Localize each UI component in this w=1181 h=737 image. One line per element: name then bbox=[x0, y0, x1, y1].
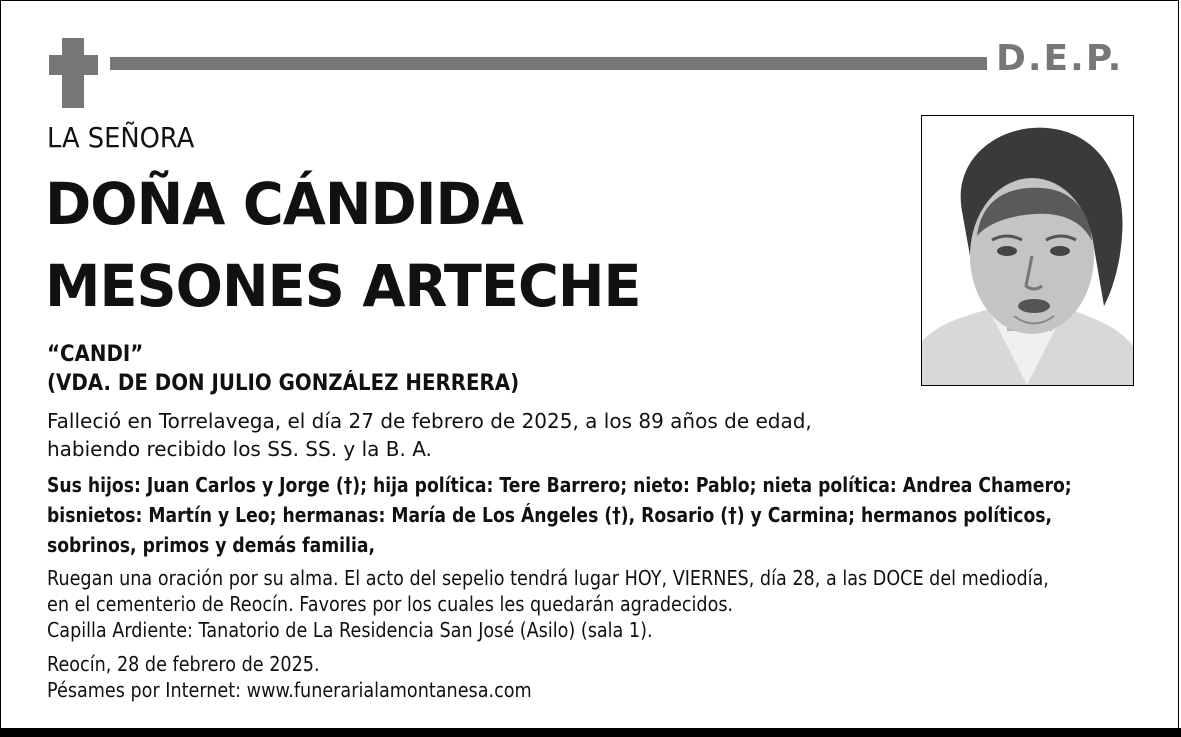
death-line-1: Falleció en Torrelavega, el día 27 de febrero de 2025, a los 89 años de edad, bbox=[47, 409, 812, 433]
deceased-name-line-1: DOÑA CÁNDIDA bbox=[45, 170, 523, 238]
deceased-portrait-photo bbox=[921, 115, 1134, 386]
deceased-title: LA SEÑORA bbox=[47, 121, 195, 154]
deceased-widow-of: (VDA. DE DON JULIO GONZÁLEZ HERRERA) bbox=[47, 371, 520, 396]
family-line-2: bisnietos: Martín y Leo; hermanas: María de Los Ángeles (†), Rosario (†) y Carmina; hermanos políticos, bbox=[47, 503, 1053, 527]
deceased-nickname: “CANDI” bbox=[47, 342, 144, 367]
dep-label: D.E.P. bbox=[996, 38, 1124, 79]
portrait-illustration bbox=[922, 116, 1133, 385]
ceremony-line-1: Ruegan una oración por su alma. El acto del sepelio tendrá lugar HOY, VIERNES, día 28, a las DOCE del mediodía, bbox=[47, 566, 1049, 590]
family-line-3: sobrinos, primos y demás familia, bbox=[47, 533, 375, 557]
cross-icon-bar bbox=[49, 55, 98, 75]
place-date: Reocín, 28 de febrero de 2025. bbox=[47, 652, 320, 676]
death-line-2: habiendo recibido los SS. SS. y la B. A. bbox=[47, 437, 432, 461]
bottom-border bbox=[0, 728, 1181, 737]
ceremony-line-3: Capilla Ardiente: Tanatorio de La Residencia San José (Asilo) (sala 1). bbox=[47, 618, 653, 642]
ceremony-line-2: en el cementerio de Reocín. Favores por los cuales les quedarán agradecidos. bbox=[47, 592, 734, 616]
deceased-name-line-2: MESONES ARTECHE bbox=[45, 252, 641, 320]
family-line-1: Sus hijos: Juan Carlos y Jorge (†); hija política: Tere Barrero; nieto: Pablo; nieta política: Andrea Chamero; bbox=[47, 473, 1072, 497]
condolences-website: Pésames por Internet: www.funerarialamontanesa.com bbox=[47, 678, 532, 702]
header-rule bbox=[110, 57, 987, 70]
